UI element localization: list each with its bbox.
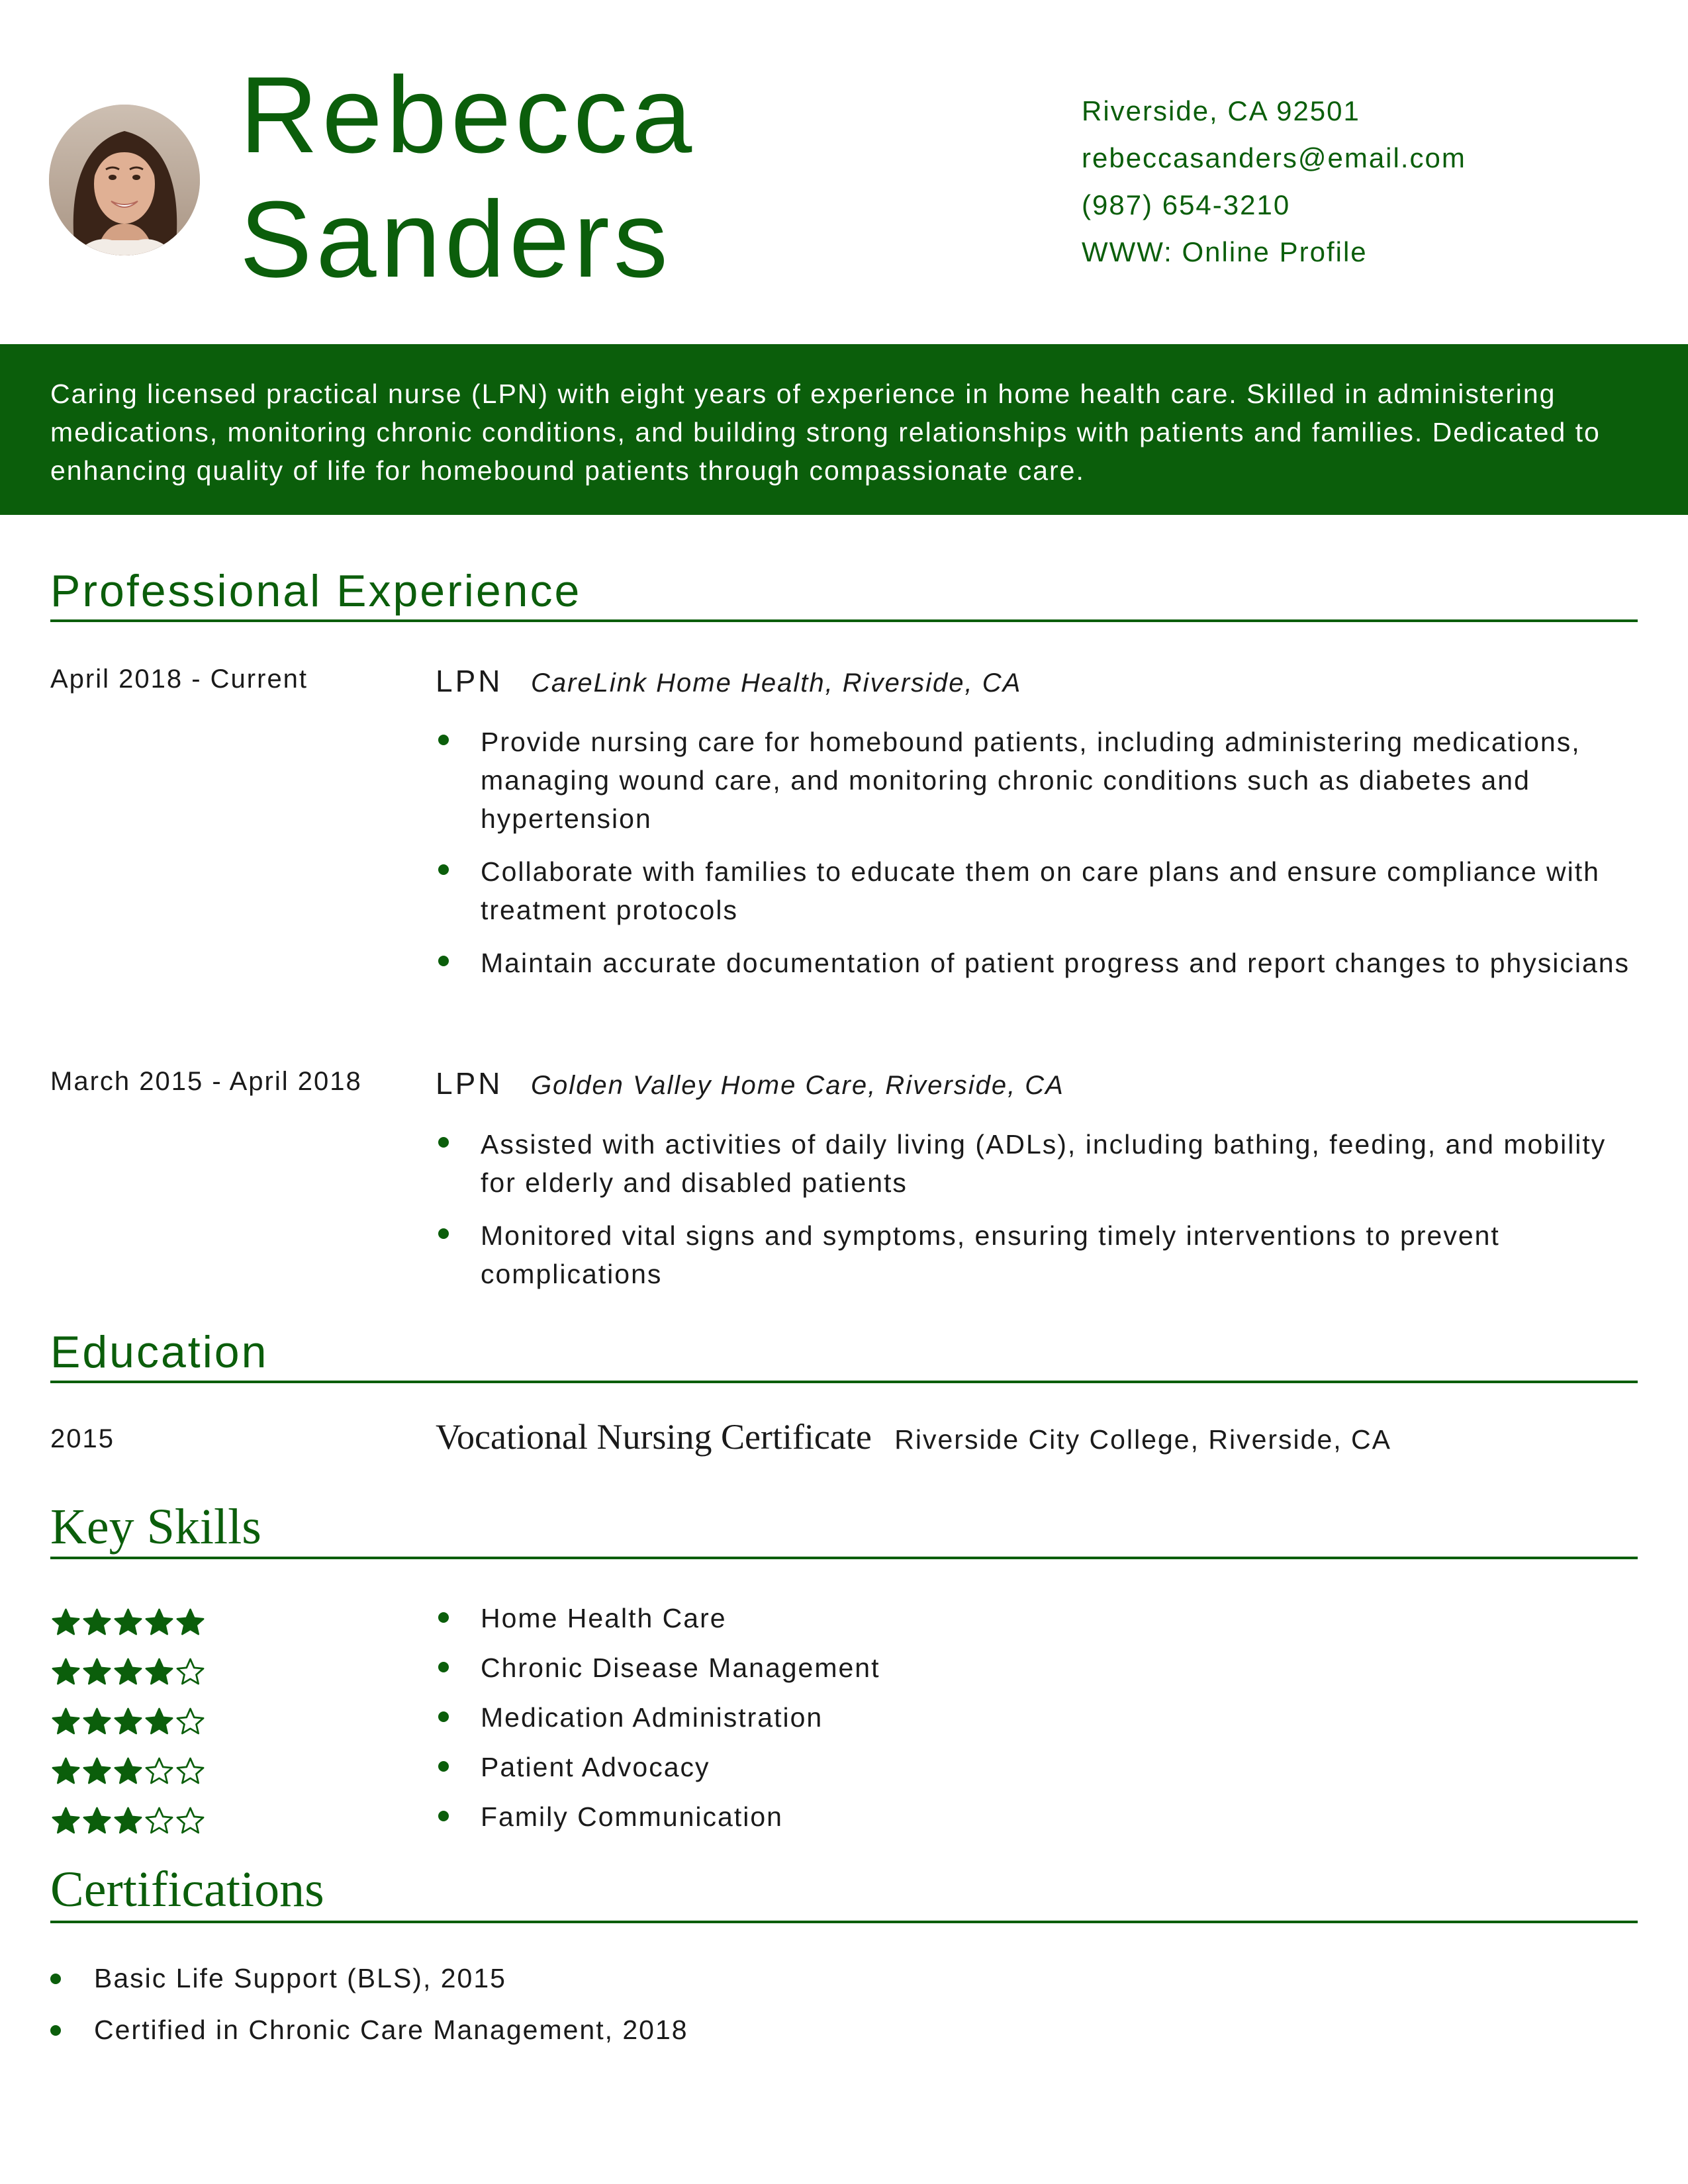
- list-item: Provide nursing care for homebound patients, including administering medications, managing wound care, and monitoring chronic conditions such as diabetes and hypertension: [436, 723, 1647, 838]
- list-item: Medication Administration: [436, 1693, 880, 1743]
- list-item: Assisted with activities of daily living (ADLs), including bathing, feeding, and mobility for elderly and disabled patients: [436, 1125, 1647, 1202]
- star-filled-icon: [113, 1657, 144, 1688]
- skill-rating-5: [50, 1796, 206, 1846]
- experience-heading: Professional Experience: [50, 566, 582, 616]
- star-filled-icon: [81, 1657, 113, 1688]
- star-empty-icon: [175, 1657, 206, 1688]
- phone: (987) 654-3210: [1082, 189, 1291, 220]
- job-1-company: CareLink Home Health, Riverside, CA: [530, 668, 1022, 698]
- star-filled-icon: [175, 1607, 206, 1638]
- education-degree: Vocational Nursing Certificate: [436, 1417, 872, 1457]
- star-filled-icon: [144, 1607, 175, 1638]
- star-filled-icon: [81, 1607, 113, 1638]
- star-filled-icon: [50, 1805, 81, 1837]
- star-filled-icon: [113, 1607, 144, 1638]
- job-2-dates: March 2015 - April 2018: [50, 1067, 362, 1096]
- star-filled-icon: [50, 1706, 81, 1737]
- first-name: Rebecca: [240, 54, 696, 175]
- certifications-divider: [50, 1921, 1638, 1923]
- skill-rating-1: [50, 1598, 206, 1647]
- experience-divider: [50, 619, 1638, 622]
- star-filled-icon: [81, 1805, 113, 1837]
- education-school: Riverside City College, Riverside, CA: [894, 1424, 1391, 1455]
- star-empty-icon: [175, 1706, 206, 1737]
- education-year: 2015: [50, 1424, 115, 1453]
- skills-divider: [50, 1557, 1638, 1559]
- job-1-header: [436, 663, 1021, 699]
- list-item: Collaborate with families to educate them on care plans and ensure compliance with treatment protocols: [436, 852, 1647, 929]
- star-empty-icon: [144, 1805, 175, 1837]
- profile-photo-icon: [49, 105, 200, 255]
- star-filled-icon: [50, 1607, 81, 1638]
- education-entry: [436, 1416, 1391, 1457]
- job-2-company: Golden Valley Home Care, Riverside, CA: [530, 1071, 1064, 1100]
- summary-text: Caring licensed practical nurse (LPN) with eight years of experience in home health care. Skilled in administering medications, monitoring chronic conditions, and building strong relationships with patients and families. Dedicated to enhancing quality of life for homebound patients through compassionate care.: [50, 379, 1601, 486]
- education-divider: [50, 1381, 1638, 1383]
- job-2-title: LPN: [436, 1066, 503, 1101]
- last-name: Sanders: [240, 179, 672, 300]
- certifications-heading: Certifications: [50, 1862, 324, 1917]
- location: Riverside, CA 92501: [1082, 95, 1360, 126]
- list-item: Home Health Care: [436, 1594, 880, 1643]
- certifications-list: [50, 1959, 688, 2062]
- job-2-bullets: [436, 1125, 1647, 1293]
- email-link[interactable]: rebeccasanders@email.com: [1082, 142, 1466, 173]
- list-item: Chronic Disease Management: [436, 1643, 880, 1693]
- star-filled-icon: [144, 1657, 175, 1688]
- star-filled-icon: [144, 1706, 175, 1737]
- star-filled-icon: [50, 1756, 81, 1787]
- skill-ratings: [50, 1598, 206, 1846]
- star-filled-icon: [81, 1706, 113, 1737]
- summary-band: [0, 344, 1688, 515]
- avatar: [49, 105, 200, 255]
- skills-heading: Key Skills: [50, 1499, 261, 1555]
- list-item: Maintain accurate documentation of patient progress and report changes to physicians: [436, 944, 1647, 982]
- star-empty-icon: [144, 1756, 175, 1787]
- website-link[interactable]: WWW: Online Profile: [1082, 236, 1368, 267]
- list-item: Patient Advocacy: [436, 1743, 880, 1792]
- list-item: Family Communication: [436, 1792, 880, 1842]
- job-1-bullets: [436, 723, 1647, 982]
- candidate-name: [240, 53, 696, 302]
- skill-rating-2: [50, 1647, 206, 1697]
- job-1-title: LPN: [436, 664, 503, 698]
- star-filled-icon: [50, 1657, 81, 1688]
- skill-rating-3: [50, 1697, 206, 1747]
- list-item: Basic Life Support (BLS), 2015: [50, 1959, 688, 2011]
- job-2-header: [436, 1066, 1064, 1101]
- skill-rating-4: [50, 1747, 206, 1796]
- list-item: Certified in Chronic Care Management, 2018: [50, 2011, 688, 2062]
- star-filled-icon: [113, 1805, 144, 1837]
- star-filled-icon: [113, 1756, 144, 1787]
- star-empty-icon: [175, 1756, 206, 1787]
- skills-list: [436, 1594, 880, 1842]
- star-filled-icon: [113, 1706, 144, 1737]
- list-item: Monitored vital signs and symptoms, ensuring timely interventions to prevent complications: [436, 1216, 1647, 1293]
- star-filled-icon: [81, 1756, 113, 1787]
- job-1-dates: April 2018 - Current: [50, 664, 308, 694]
- education-heading: Education: [50, 1327, 269, 1377]
- star-empty-icon: [175, 1805, 206, 1837]
- contact-info: [1082, 87, 1651, 275]
